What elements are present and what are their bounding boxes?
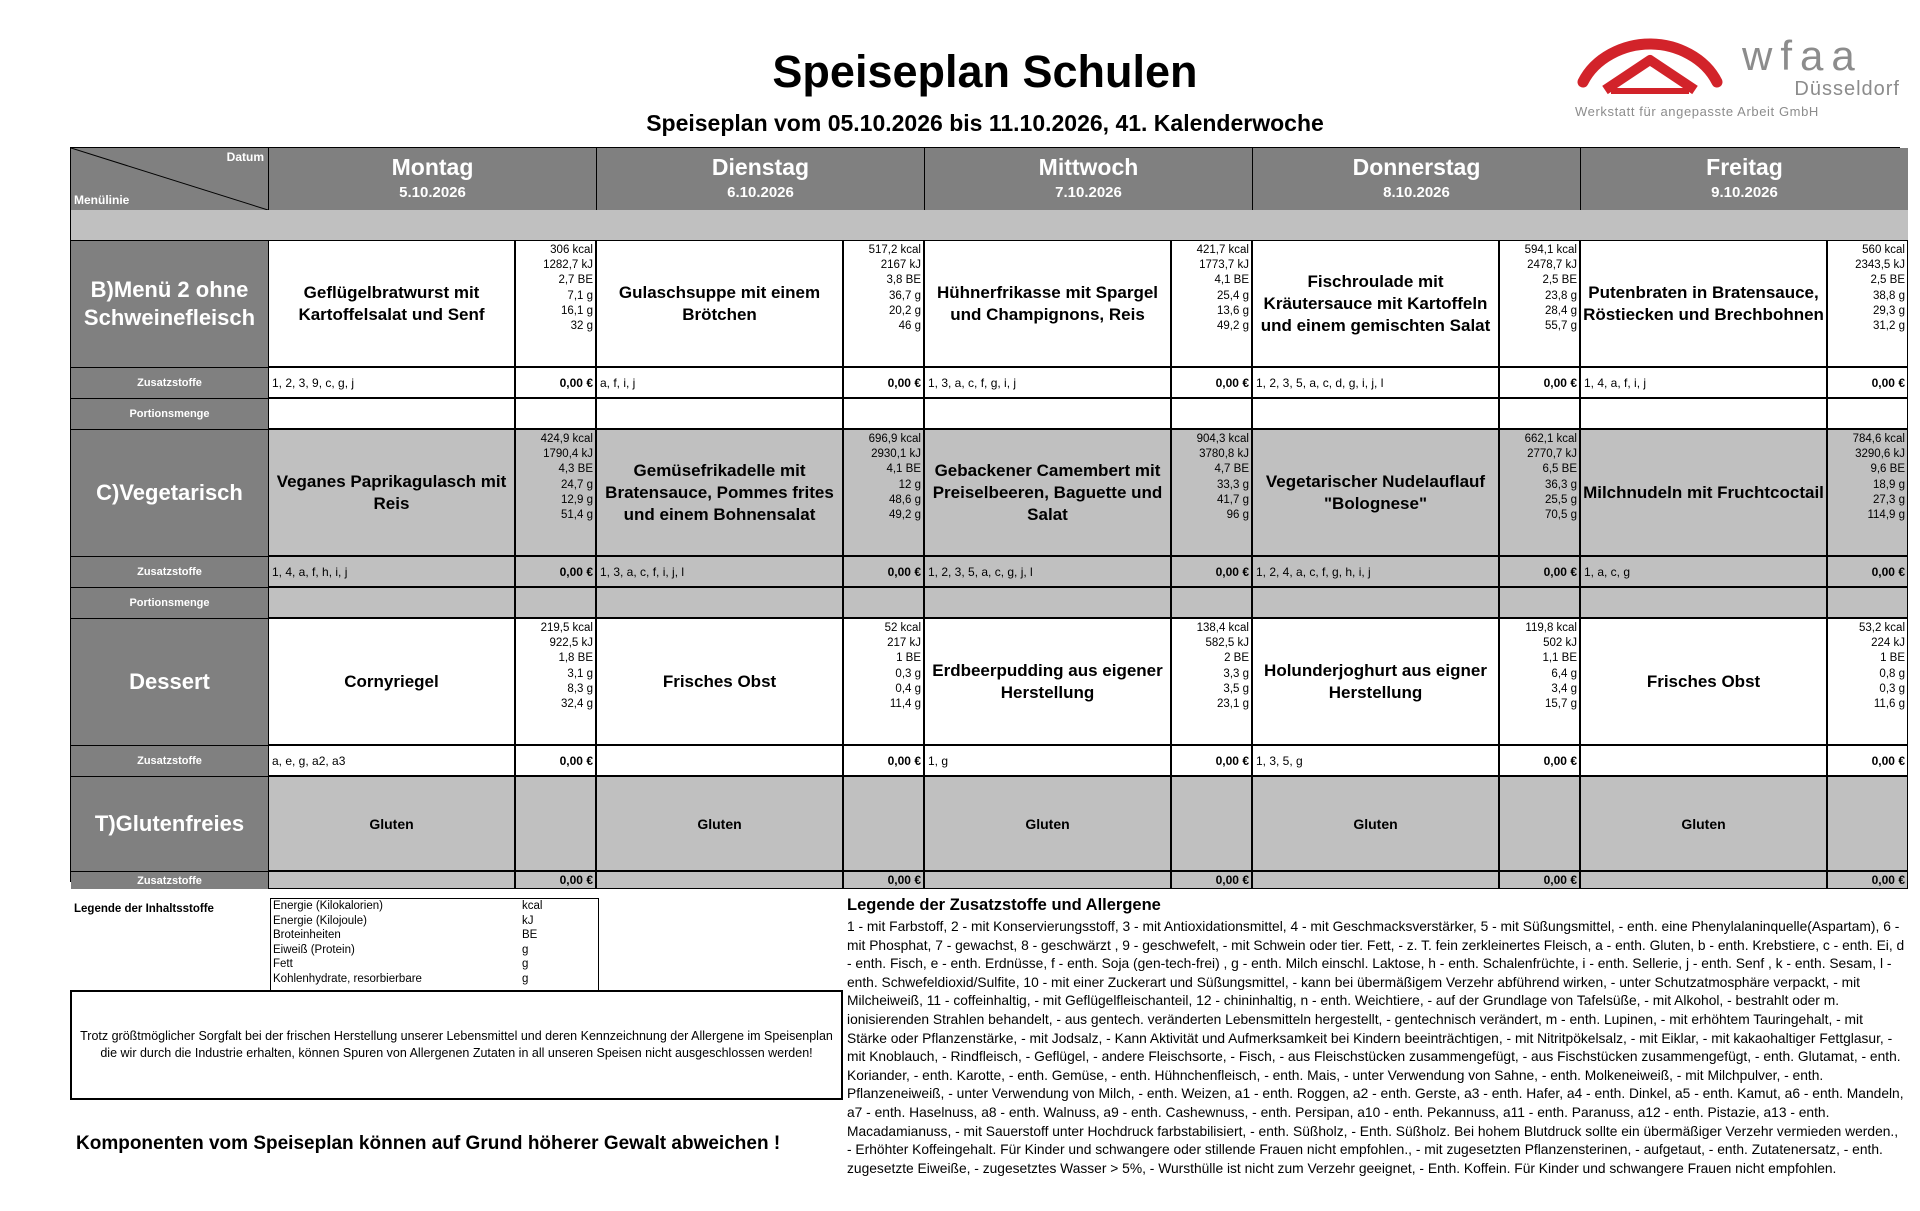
ingredient-name: Fett bbox=[273, 958, 293, 971]
portion-cell bbox=[924, 398, 1171, 429]
nutrition-value: 662,1 kcal bbox=[1524, 433, 1577, 445]
nutrition-values bbox=[843, 429, 924, 556]
nutrition-value: 424,9 kcal bbox=[540, 433, 593, 445]
day-header bbox=[1252, 148, 1580, 210]
nutrition-value: 922,5 kJ bbox=[549, 637, 593, 650]
day-name: Montag bbox=[391, 154, 474, 180]
nutrition-value: 0,4 g bbox=[895, 682, 921, 695]
menu-line-label: Dessert bbox=[71, 618, 268, 745]
menu-line-label: C)Vegetarisch bbox=[71, 429, 268, 556]
dish-name: Gluten bbox=[1580, 776, 1827, 871]
additives-codes: 1, a, c, g bbox=[1580, 556, 1827, 587]
nutrition-cell bbox=[1499, 776, 1580, 871]
ingredients-legend-title: Legende der Inhaltsstoffe bbox=[74, 903, 214, 915]
additives-legend-title: Legende der Zusatzstoffe und Allergene bbox=[847, 896, 1161, 914]
nutrition-value: 1790,4 kJ bbox=[543, 448, 593, 461]
nutrition-value: 582,5 kJ bbox=[1205, 637, 1249, 650]
price: 0,00 € bbox=[1499, 367, 1580, 398]
price: 0,00 € bbox=[843, 745, 924, 776]
dish-name: Gebackener Camembert mit Preiselbeeren, Baguette und Salat bbox=[924, 429, 1171, 556]
nutrition-value: 1 BE bbox=[896, 652, 921, 665]
ingredient-legend-row bbox=[271, 957, 598, 972]
additives-legend-text: 1 - mit Farbstoff, 2 - mit Konservierungsstoff, 3 - mit Antioxidationsmittel, 4 - mit Geschmacksverstärker, 5 - mit Süßungsmittel, - enth. eine Phenylalaninquelle(Aspartam), 6 - mit Phosphat, 7 - gewachst, 8 - geschwärzt , 9 - geschwefelt, - mit Schwein oder tier. Fett, - z. T. fein zerkleinertes Fleisch, a - enth. Gluten, b - enth. Krebstiere, c - enth. Ei, d - enth. Fisch, e - enth. Erdnüsse, f - enth. Soja (gen-tech-frei) , g - enth. Milch einschl. Laktose, h - enth. Schalenfrüchte, i - enth. Sellerie, j - enth. Senf , k - enth. Sesam, l - enth. Schwefeldioxid/Sulfite, 10 - mit einer Zuckerart und Süßungsmittel, - kann bei übermäßigem Verzehr abführend wirken, - unter Schutzatmosphäre verpackt, - mit Milcheiweiß, 11 - coffeinhaltig, - mit Geflügelfleischanteil, 12 - chininhaltig, n - enth. Weichtiere, - auf der Grundlage von Tafelsüße, - mit Alkohol, - bestrahlt oder m. ionisierenden Strahlen behandelt, - aus gentech. veränderten Lebensmitteln hergestellt, - gentechnisch verändert, m - enth. Lupinen, - mit erhöhtem Tauringehalt, - mit Stärke oder Pflanzenstärke, - mit Jodsalz, - Kann Aktivität und Aufmerksamkeit bei Kindern beeinträchtigen, - mit Nitritpökelsalz, - mit Eiklar, - mit kakaohaltiger Fettglasur, - mit Knoblauch, - Rindfleisch, - Geflügel, - andere Fleischsorte, - Fisch, - aus Fleischstücken zusammengefügt, - aus Fischstücken zusammengefügt, - enth. Glutamat, - enth. Koriander, - enth. Karotte, - enth. Gemüse, - enth. Hühnchenfleisch, - enth. Mais, - unter Verwendung von Sahne, - enth. Molkeneiweiß, - mit Milchpulver, - enth. Pflanzeneiweiß, - unter Verwendung von Milch, - enth. Weizen, a1 - enth. Roggen, a2 - enth. Gerste, a3 - enth. Hafer, a4 - enth. Dinkel, a5 - enth. Kamut, a6 - enth. Mandeln, a7 - enth. Haselnuss, a8 - enth. Walnuss, a9 - enth. Cashewnuss, - enth. Persipan, a10 - enth. Pekannuss, a11 - enth. Paranuss, a12 - enth. Pistazie, a13 - enth. Macadamianuss, - mit Sauerstoff unter Hochdruck farbstabilisiert, - enth. Süßholz, - Enth. Süßholz. Bei hohem Blutdruck sollte ein übermäßiger Verzehr vermieden werden., - Erhöhter Koffeingehalt. Für Kinder und schwangere oder stillende Frauen nicht empfohlen., - mit zugesetzten Pflanzensterinen, - aufgetaut, - enth. Zutatenersatz, - enth. zugesetzte Eiweiße, - zugesetztes Wasser > 5%, - Wursthülle ist nicht zum Verzehr geeignet, - Enth. Koffein. Für Kinder und schwangere Frauen nicht empfohlen. bbox=[847, 919, 1905, 1176]
logo-tagline: Werkstatt für angepasste Arbeit GmbH bbox=[1575, 104, 1819, 119]
nutrition-value: 4,3 BE bbox=[558, 463, 593, 476]
dish-name: Vegetarischer Nudelauflauf "Bolognese" bbox=[1252, 429, 1499, 556]
dish-name: Gluten bbox=[924, 776, 1171, 871]
nutrition-value: 2930,1 kJ bbox=[871, 448, 921, 461]
nutrition-value: 0,3 g bbox=[1879, 682, 1905, 695]
allergen-disclaimer: Trotz größtmöglicher Sorgfalt bei der frischen Herstellung unserer Lebensmittel und deren Kennzeichnung der Allergene im Speisenplan die wir durch die Industrie erhalten, können Spuren von Allergenen Zutaten in all unseren Speisen nicht ausgeschlossen werden! bbox=[70, 990, 843, 1100]
ingredient-name: Energie (Kilojoule) bbox=[273, 914, 367, 927]
dish-name: Gluten bbox=[596, 776, 843, 871]
nutrition-value: 594,1 kcal bbox=[1524, 244, 1577, 256]
dish-name: Gulaschsuppe mit einem Brötchen bbox=[596, 240, 843, 367]
nutrition-cell bbox=[843, 776, 924, 871]
additives-codes: 1, 2, 4, a, c, f, g, h, i, j bbox=[1252, 556, 1499, 587]
nutrition-value: 55,7 g bbox=[1545, 320, 1577, 333]
portion-cell bbox=[1252, 398, 1499, 429]
day-name: Mittwoch bbox=[1038, 154, 1139, 180]
portion-cell bbox=[1499, 587, 1580, 618]
nutrition-value: 23,1 g bbox=[1217, 698, 1249, 711]
nutrition-value: 36,7 g bbox=[889, 289, 921, 302]
nutrition-cell bbox=[1171, 776, 1252, 871]
dish-name: Hühnerfrikasse mit Spargel und Champignons, Reis bbox=[924, 240, 1171, 367]
portion-cell bbox=[1171, 587, 1252, 618]
day-date: 5.10.2026 bbox=[399, 184, 466, 201]
day-date: 7.10.2026 bbox=[1055, 184, 1122, 201]
nutrition-value: 6,5 BE bbox=[1542, 463, 1577, 476]
price: 0,00 € bbox=[515, 871, 596, 889]
nutrition-value: 0,3 g bbox=[895, 667, 921, 680]
dish-name: Fischroulade mit Kräutersauce mit Kartoffeln und einem gemischten Salat bbox=[1252, 240, 1499, 367]
nutrition-value: 2,5 BE bbox=[1542, 274, 1577, 287]
nutrition-value: 1,8 BE bbox=[558, 652, 593, 665]
dish-name: Frisches Obst bbox=[596, 618, 843, 745]
nutrition-value: 2,7 BE bbox=[558, 274, 593, 287]
nutrition-value: 18,9 g bbox=[1873, 478, 1905, 491]
ingredient-legend-row bbox=[271, 943, 598, 958]
nutrition-value: 12,9 g bbox=[561, 493, 593, 506]
day-date: 9.10.2026 bbox=[1711, 184, 1778, 201]
corner-menu-line-label: Menülinie bbox=[74, 193, 130, 207]
nutrition-value: 2770,7 kJ bbox=[1527, 448, 1577, 461]
nutrition-value: 52 kcal bbox=[884, 622, 921, 634]
nutrition-value: 3,1 g bbox=[567, 667, 593, 680]
page-title: Speiseplan Schulen bbox=[772, 46, 1198, 97]
nutrition-value: 6,4 g bbox=[1551, 667, 1577, 680]
nutrition-cell bbox=[515, 776, 596, 871]
nutrition-value: 219,5 kcal bbox=[540, 622, 593, 634]
nutrition-value: 904,3 kcal bbox=[1196, 433, 1249, 445]
nutrition-value: 36,3 g bbox=[1545, 478, 1577, 491]
nutrition-values bbox=[1827, 429, 1908, 556]
nutrition-values bbox=[1499, 240, 1580, 367]
nutrition-value: 27,3 g bbox=[1873, 493, 1905, 506]
nutrition-value: 0,8 g bbox=[1879, 667, 1905, 680]
nutrition-value: 25,4 g bbox=[1217, 289, 1249, 302]
ingredients-legend-table bbox=[270, 898, 599, 991]
nutrition-value: 560 kcal bbox=[1862, 244, 1905, 256]
nutrition-value: 1773,7 kJ bbox=[1199, 259, 1249, 272]
menu-grid bbox=[70, 147, 1905, 887]
ingredient-legend-row bbox=[271, 972, 598, 987]
additives-codes bbox=[1252, 871, 1499, 889]
day-date: 8.10.2026 bbox=[1383, 184, 1450, 201]
logo-wordmark: wfaa bbox=[1742, 32, 1863, 79]
nutrition-value: 29,3 g bbox=[1873, 304, 1905, 317]
portion-cell bbox=[1499, 398, 1580, 429]
nutrition-value: 9,6 BE bbox=[1870, 463, 1905, 476]
portion-cell bbox=[596, 587, 843, 618]
nutrition-value: 32 g bbox=[570, 320, 593, 333]
price: 0,00 € bbox=[843, 556, 924, 587]
nutrition-value: 49,2 g bbox=[889, 509, 921, 522]
additives-codes: 1, 2, 3, 5, a, c, d, g, i, j, l bbox=[1252, 367, 1499, 398]
additives-codes bbox=[1580, 871, 1827, 889]
portion-cell bbox=[843, 587, 924, 618]
additives-codes: 1, 4, a, f, i, j bbox=[1580, 367, 1827, 398]
nutrition-values bbox=[843, 240, 924, 367]
ingredient-name: Eiweiß (Protein) bbox=[273, 943, 355, 956]
nutrition-value: 38,8 g bbox=[1873, 289, 1905, 302]
header-spacer bbox=[268, 210, 1908, 240]
nutrition-value: 13,6 g bbox=[1217, 304, 1249, 317]
nutrition-values bbox=[515, 240, 596, 367]
nutrition-value: 2,5 BE bbox=[1870, 274, 1905, 287]
portion-cell bbox=[1580, 587, 1827, 618]
additives-codes bbox=[268, 871, 515, 889]
nutrition-value: 51,4 g bbox=[561, 509, 593, 522]
nutrition-value: 31,2 g bbox=[1873, 320, 1905, 333]
portion-row-label: Portionsmenge bbox=[71, 398, 268, 429]
ingredient-name: Broteinheiten bbox=[273, 929, 341, 942]
price: 0,00 € bbox=[1499, 745, 1580, 776]
dish-name: Gluten bbox=[1252, 776, 1499, 871]
portion-cell bbox=[596, 398, 843, 429]
nutrition-value: 3,8 BE bbox=[886, 274, 921, 287]
nutrition-value: 11,6 g bbox=[1873, 698, 1905, 711]
day-name: Dienstag bbox=[711, 154, 810, 180]
portion-cell bbox=[515, 398, 596, 429]
additives-row-label: Zusatzstoffe bbox=[71, 367, 268, 398]
nutrition-values bbox=[1827, 240, 1908, 367]
nutrition-value: 2478,7 kJ bbox=[1527, 259, 1577, 272]
portion-cell bbox=[924, 587, 1171, 618]
additives-codes: 1, 2, 3, 9, c, g, j bbox=[268, 367, 515, 398]
additives-codes: 1, g bbox=[924, 745, 1171, 776]
price: 0,00 € bbox=[1171, 745, 1252, 776]
dish-name: Holunderjoghurt aus eigner Herstellung bbox=[1252, 618, 1499, 745]
ingredient-unit: g bbox=[522, 958, 529, 971]
nutrition-values bbox=[1827, 618, 1908, 745]
price: 0,00 € bbox=[515, 745, 596, 776]
dish-name: Frisches Obst bbox=[1580, 618, 1827, 745]
nutrition-value: 114,9 g bbox=[1867, 509, 1905, 522]
day-name: Freitag bbox=[1706, 154, 1783, 180]
additives-codes bbox=[924, 871, 1171, 889]
nutrition-value: 33,3 g bbox=[1217, 478, 1249, 491]
additives-codes bbox=[1580, 745, 1827, 776]
nutrition-values bbox=[1499, 618, 1580, 745]
nutrition-value: 4,1 BE bbox=[1214, 274, 1249, 287]
price: 0,00 € bbox=[1827, 745, 1908, 776]
ingredient-name: Energie (Kilokalorien) bbox=[273, 900, 383, 912]
nutrition-value: 23,8 g bbox=[1545, 289, 1577, 302]
day-header bbox=[268, 148, 596, 210]
dish-name: Veganes Paprikagulasch mit Reis bbox=[268, 429, 515, 556]
nutrition-values bbox=[515, 429, 596, 556]
nutrition-value: 48,6 g bbox=[889, 493, 921, 506]
price: 0,00 € bbox=[843, 871, 924, 889]
portion-cell bbox=[268, 587, 515, 618]
nutrition-value: 696,9 kcal bbox=[868, 433, 921, 445]
price: 0,00 € bbox=[1499, 871, 1580, 889]
nutrition-cell bbox=[1827, 776, 1908, 871]
price: 0,00 € bbox=[1171, 871, 1252, 889]
portion-cell bbox=[1580, 398, 1827, 429]
nutrition-value: 11,4 g bbox=[889, 698, 921, 711]
nutrition-value: 306 kcal bbox=[550, 244, 593, 256]
nutrition-value: 2167 kJ bbox=[880, 259, 921, 272]
ingredient-unit: g bbox=[522, 943, 529, 956]
nutrition-value: 4,1 BE bbox=[886, 463, 921, 476]
nutrition-values bbox=[1171, 618, 1252, 745]
dish-name: Cornyriegel bbox=[268, 618, 515, 745]
additives-row-label: Zusatzstoffe bbox=[71, 556, 268, 587]
ingredient-legend-row bbox=[271, 928, 598, 943]
nutrition-value: 12 g bbox=[898, 478, 921, 491]
ingredient-unit: g bbox=[522, 972, 529, 985]
nutrition-value: 32,4 g bbox=[561, 698, 593, 711]
day-name: Donnerstag bbox=[1352, 154, 1481, 180]
nutrition-value: 784,6 kcal bbox=[1852, 433, 1905, 445]
price: 0,00 € bbox=[1171, 367, 1252, 398]
nutrition-value: 3,5 g bbox=[1223, 682, 1249, 695]
price: 0,00 € bbox=[515, 556, 596, 587]
ingredient-legend-row bbox=[271, 914, 598, 929]
nutrition-value: 70,5 g bbox=[1545, 509, 1577, 522]
price: 0,00 € bbox=[1827, 367, 1908, 398]
additives-codes: a, f, i, j bbox=[596, 367, 843, 398]
nutrition-value: 217 kJ bbox=[887, 637, 921, 650]
additives-codes bbox=[596, 871, 843, 889]
header-spacer bbox=[71, 210, 268, 240]
dish-name: Geflügelbratwurst mit Kartoffelsalat und Senf bbox=[268, 240, 515, 367]
nutrition-value: 3290,6 kJ bbox=[1855, 448, 1905, 461]
dish-name: Putenbraten in Bratensauce, Röstiecken und Brechbohnen bbox=[1580, 240, 1827, 367]
additives-codes: 1, 3, a, c, f, i, j, l bbox=[596, 556, 843, 587]
price: 0,00 € bbox=[1827, 871, 1908, 889]
corner-date-label: Datum bbox=[226, 150, 264, 164]
dish-name: Milchnudeln mit Fruchtcoctail bbox=[1580, 429, 1827, 556]
nutrition-value: 15,7 g bbox=[1545, 698, 1577, 711]
ingredient-name: Kohlenhydrate, resorbierbare bbox=[273, 972, 422, 985]
day-header bbox=[596, 148, 924, 210]
nutrition-value: 2343,5 kJ bbox=[1855, 259, 1905, 272]
nutrition-value: 2 BE bbox=[1224, 652, 1249, 665]
portion-cell bbox=[1171, 398, 1252, 429]
nutrition-value: 96 g bbox=[1226, 509, 1249, 522]
ingredient-legend-row bbox=[271, 899, 598, 914]
nutrition-value: 28,4 g bbox=[1545, 304, 1577, 317]
nutrition-value: 517,2 kcal bbox=[868, 244, 921, 256]
additives-codes: a, e, g, a2, a3 bbox=[268, 745, 515, 776]
nutrition-values bbox=[515, 618, 596, 745]
nutrition-value: 20,2 g bbox=[889, 304, 921, 317]
nutrition-value: 53,2 kcal bbox=[1858, 622, 1905, 634]
portion-cell bbox=[1827, 398, 1908, 429]
nutrition-value: 8,3 g bbox=[567, 682, 593, 695]
force-majeure-note: Komponenten vom Speiseplan können auf Grund höherer Gewalt abweichen ! bbox=[76, 1133, 781, 1154]
nutrition-value: 24,7 g bbox=[561, 478, 593, 491]
ingredient-unit: BE bbox=[522, 929, 538, 942]
ingredient-unit: kJ bbox=[522, 914, 534, 927]
price: 0,00 € bbox=[1499, 556, 1580, 587]
nutrition-value: 3780,8 kJ bbox=[1199, 448, 1249, 461]
nutrition-value: 502 kJ bbox=[1543, 637, 1577, 650]
page-subtitle: Speiseplan vom 05.10.2026 bis 11.10.2026, 41. Kalenderwoche bbox=[646, 110, 1324, 136]
corner-diagonal bbox=[71, 148, 268, 210]
day-header bbox=[924, 148, 1252, 210]
dish-name: Erdbeerpudding aus eigener Herstellung bbox=[924, 618, 1171, 745]
additives-codes: 1, 2, 3, 5, a, c, g, j, l bbox=[924, 556, 1171, 587]
nutrition-value: 4,7 BE bbox=[1214, 463, 1249, 476]
price: 0,00 € bbox=[1827, 556, 1908, 587]
additives-codes: 1, 4, a, f, h, i, j bbox=[268, 556, 515, 587]
nutrition-value: 25,5 g bbox=[1545, 493, 1577, 506]
price: 0,00 € bbox=[843, 367, 924, 398]
nutrition-values bbox=[1499, 429, 1580, 556]
day-header bbox=[1580, 148, 1908, 210]
additives-codes: 1, 3, 5, g bbox=[1252, 745, 1499, 776]
additives-row-label: Zusatzstoffe bbox=[71, 871, 268, 889]
dish-name: Gluten bbox=[268, 776, 515, 871]
wfaa-logo bbox=[1575, 32, 1905, 124]
additives-codes: 1, 3, a, c, f, g, i, j bbox=[924, 367, 1171, 398]
ingredient-unit: kcal bbox=[522, 900, 543, 912]
nutrition-values bbox=[1171, 429, 1252, 556]
nutrition-value: 3,4 g bbox=[1551, 682, 1577, 695]
nutrition-values bbox=[843, 618, 924, 745]
portion-cell bbox=[515, 587, 596, 618]
nutrition-value: 1 BE bbox=[1880, 652, 1905, 665]
dish-name: Gemüsefrikadelle mit Bratensauce, Pommes frites und einem Bohnensalat bbox=[596, 429, 843, 556]
portion-cell bbox=[843, 398, 924, 429]
portion-cell bbox=[1252, 587, 1499, 618]
nutrition-value: 41,7 g bbox=[1217, 493, 1249, 506]
menu-line-label: B)Menü 2 ohne Schweinefleisch bbox=[71, 240, 268, 367]
nutrition-value: 49,2 g bbox=[1217, 320, 1249, 333]
price: 0,00 € bbox=[515, 367, 596, 398]
nutrition-value: 1,1 BE bbox=[1542, 652, 1577, 665]
portion-cell bbox=[1827, 587, 1908, 618]
nutrition-value: 224 kJ bbox=[1871, 637, 1905, 650]
price: 0,00 € bbox=[1171, 556, 1252, 587]
day-date: 6.10.2026 bbox=[727, 184, 794, 201]
nutrition-value: 16,1 g bbox=[561, 304, 593, 317]
nutrition-value: 421,7 kcal bbox=[1196, 244, 1249, 256]
nutrition-values bbox=[1171, 240, 1252, 367]
nutrition-value: 3,3 g bbox=[1223, 667, 1249, 680]
nutrition-value: 46 g bbox=[898, 320, 921, 333]
nutrition-value: 138,4 kcal bbox=[1196, 622, 1249, 634]
nutrition-value: 1282,7 kJ bbox=[543, 259, 593, 272]
additives-codes bbox=[596, 745, 843, 776]
nutrition-value: 119,8 kcal bbox=[1525, 622, 1577, 634]
logo-roof-icon bbox=[1575, 38, 1725, 100]
nutrition-value: 7,1 g bbox=[567, 289, 593, 302]
additives-row-label: Zusatzstoffe bbox=[71, 745, 268, 776]
portion-cell bbox=[268, 398, 515, 429]
portion-row-label: Portionsmenge bbox=[71, 587, 268, 618]
logo-city: Düsseldorf bbox=[1794, 78, 1900, 100]
menu-line-label: T)Glutenfreies bbox=[71, 776, 268, 871]
grid-corner bbox=[71, 148, 268, 210]
